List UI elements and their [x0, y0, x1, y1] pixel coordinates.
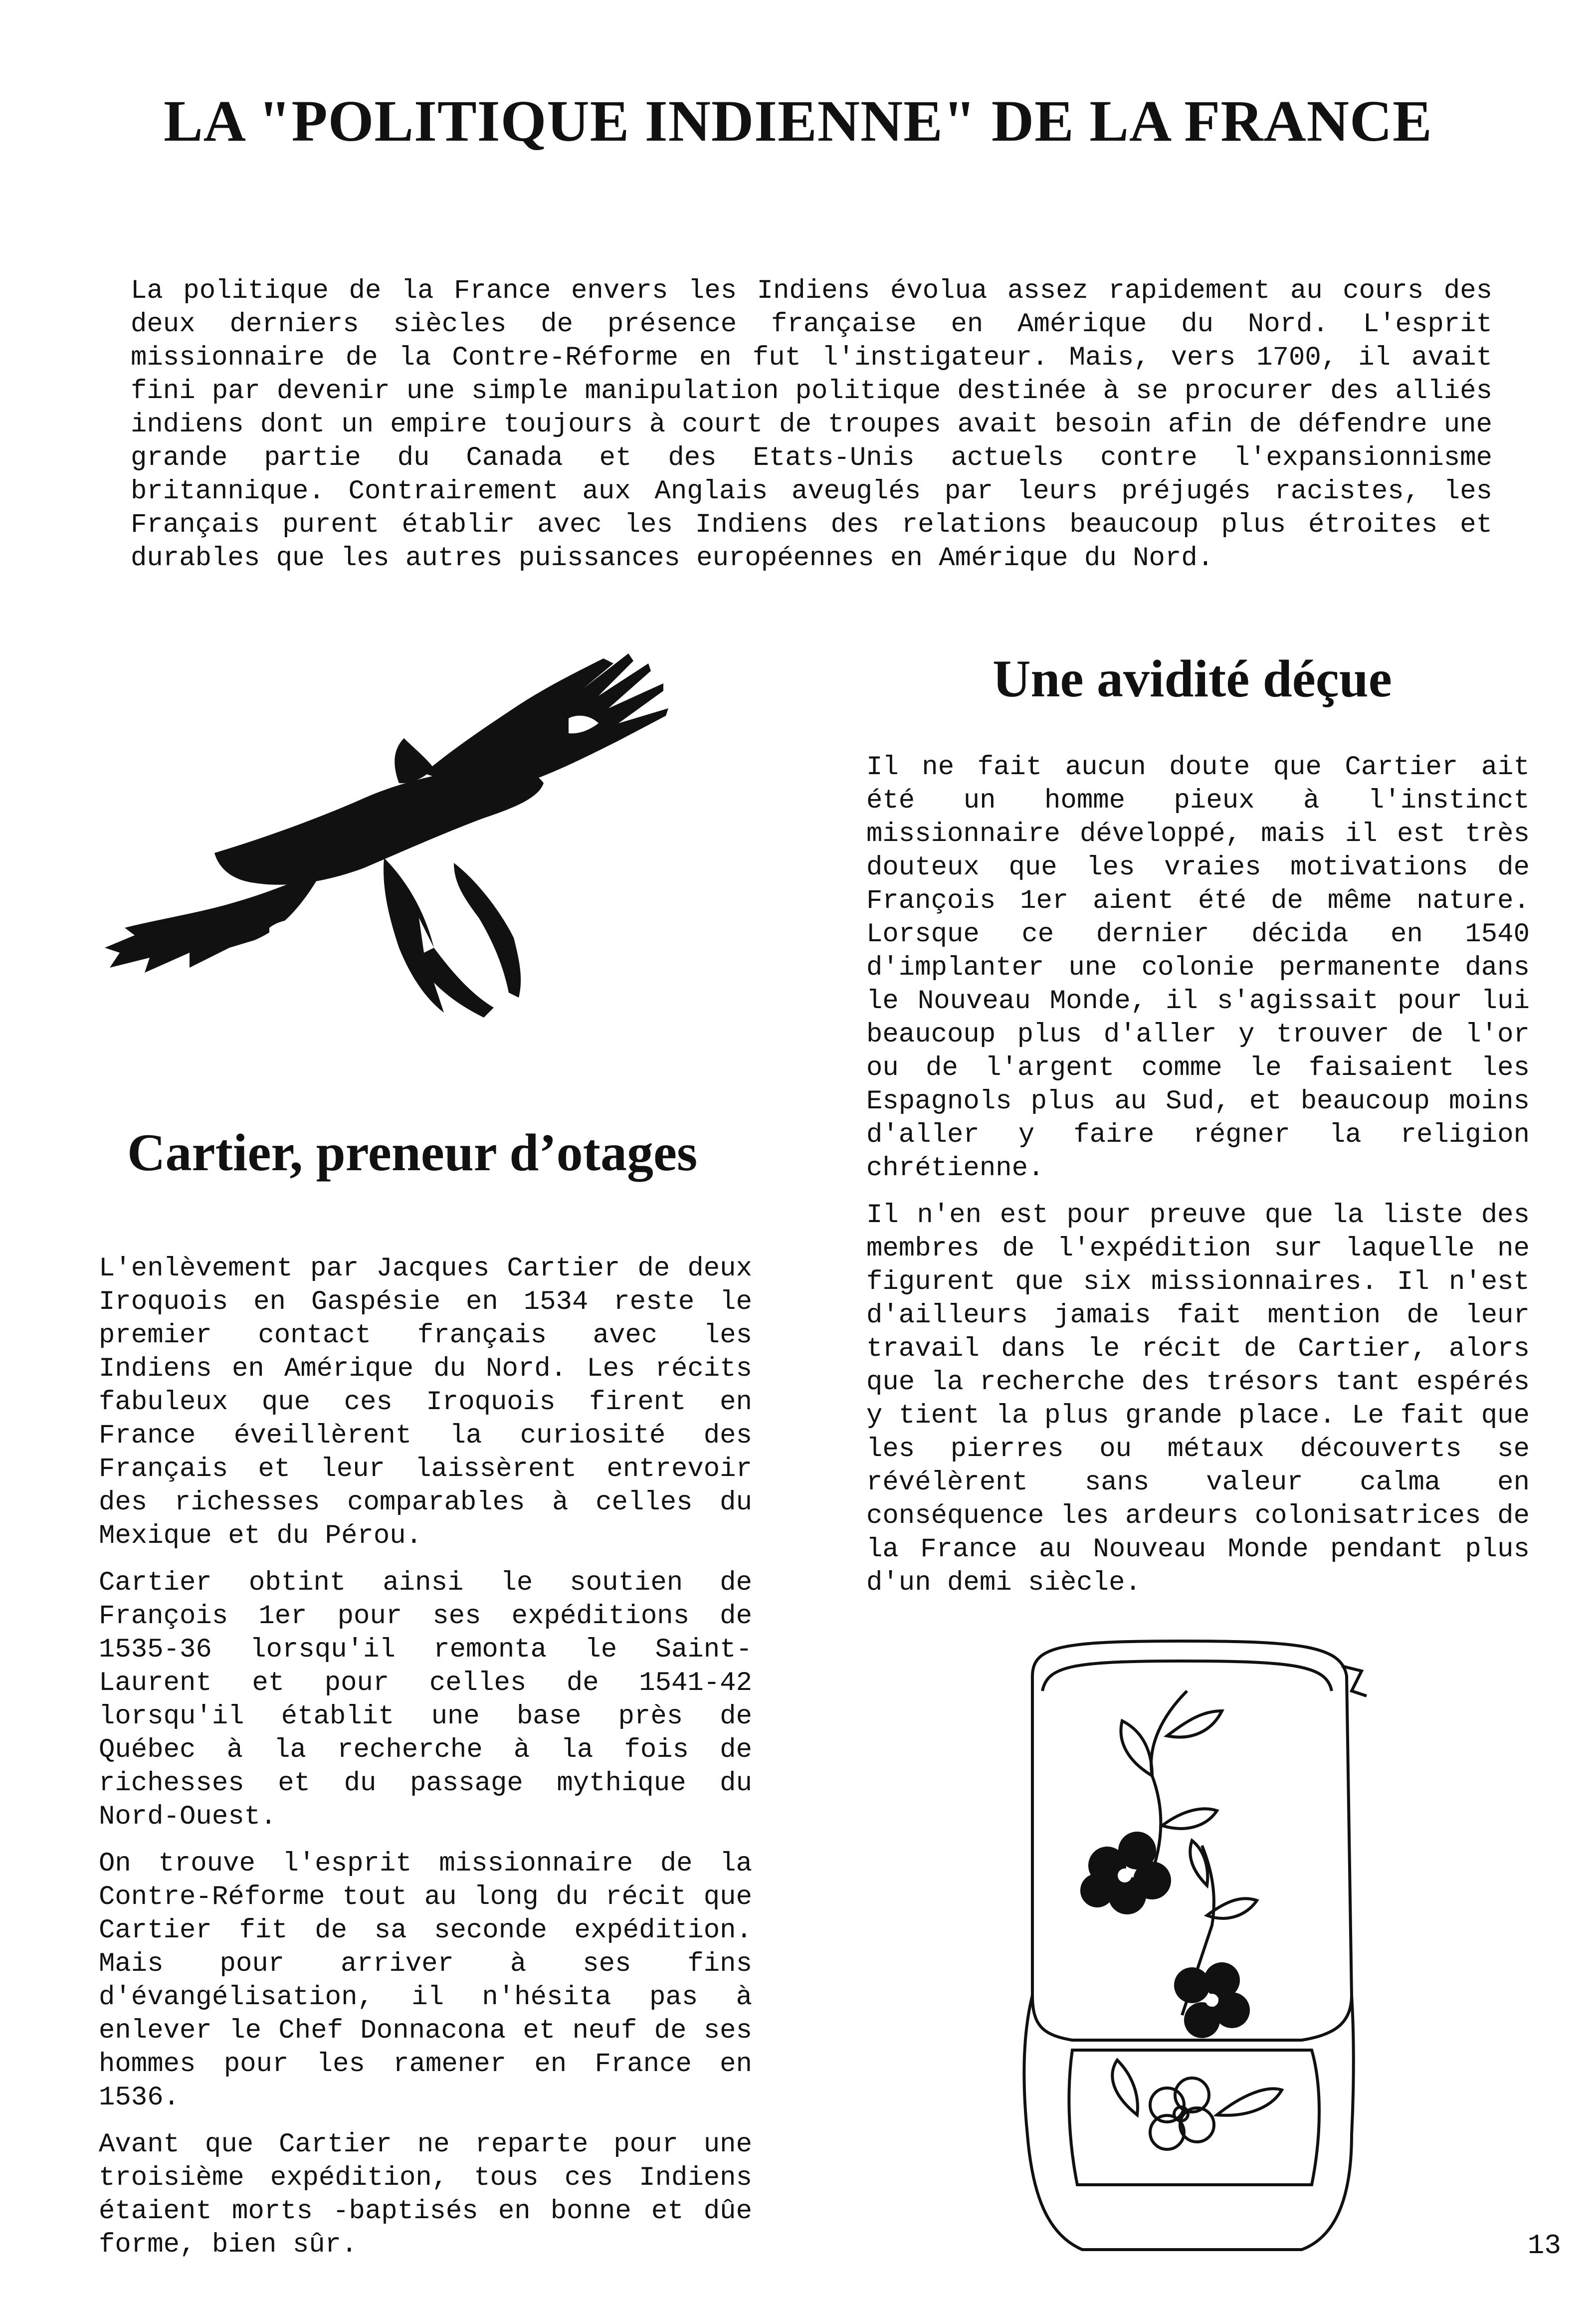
section-heading-cartier: Cartier, preneur d’otages	[127, 1123, 698, 1182]
left-paragraph: Avant que Cartier ne reparte pour une troisième expédition, tous ces Indiens étaient morts -baptisés en bonne et dûe forme, bien sûr.	[99, 2129, 752, 2260]
beaded-pouch-illustration	[1002, 1636, 1372, 2255]
left-paragraph: Cartier obtint ainsi le soutien de François 1er pour ses expéditions de 1535-36 lorsqu'il remonta le Saint-Laurent et pour celles de 1541-42 lorsqu'il établit une base près de Québec à la recherche à la fois de richesses et du passage mythique du Nord-Ouest.	[99, 1568, 752, 1832]
right-paragraph: Il ne fait aucun doute que Cartier ait été un homme pieux à l'instinct missionnaire développé, mais il est très douteux que les vraies motivations de François 1er aient été de même nature. Lorsque ce dernier décida en 1540 d'implanter une colonie permanente dans le Nouveau Monde, il s'agissait pour lui beaucoup plus d'aller y trouver de l'or ou de l'argent comme le faisaient les Espagnols plus au Sud, et beaucoup moins d'aller y faire régner la religion chrétienne.	[866, 752, 1530, 1184]
left-column	[99, 1252, 752, 2275]
page-title: LA "POLITIQUE INDIENNE" DE LA FRANCE	[164, 88, 1432, 154]
section-heading-avidite: Une avidité déçue	[993, 649, 1392, 708]
right-paragraph: Il n'en est pour preuve que la liste des membres de l'expédition sur laquelle ne figurent que six missionnaires. Il n'est d'ailleurs jamais fait mention de leur travail dans le récit de Cartier, alors que la recherche des trésors tant espérés y tient la plus grande place. Le fait que les pierres ou métaux découverts se révélèrent sans valeur calma en conséquence les ardeurs colonisatrices de la France au Nouveau Monde pendant plus d'un demi siècle.	[866, 1200, 1530, 1598]
eagle-illustration	[105, 648, 743, 1038]
left-paragraph: On trouve l'esprit missionnaire de la Contre-Réforme tout au long du récit que Cartier fit de sa seconde expédition. Mais pour arriver à ses fins d'évangélisation, il n'hésita pas à enlever le Chef Donnacona et neuf de ses hommes pour les ramener en France en 1536.	[99, 1849, 752, 2113]
left-paragraph: L'enlèvement par Jacques Cartier de deux Iroquois en Gaspésie en 1534 reste le premier contact français avec les Indiens en Amérique du Nord. Les récits fabuleux que ces Iroquois firent en France éveillèrent la curiosité des Français et leur laissèrent entrevoir des richesses comparables à celles du Mexique et du Pérou.	[99, 1253, 752, 1551]
right-column	[866, 751, 1530, 1613]
intro-paragraph: La politique de la France envers les Indiens évolua assez rapidement au cours des deux derniers siècles de présence française en Amérique du Nord. L'esprit missionnaire de la Contre-Réforme en fut l'instigateur. Mais, vers 1700, il avait fini par devenir une simple manipulation politique destinée à se procurer des alliés indiens dont un empire toujours à court de troupes avait besoin afin de défendre une grande partie du Canada et des Etats-Unis actuels contre l'expansionnisme britannique. Contrairement aux Anglais aveuglés par leurs préjugés racistes, les Français purent établir avec les Indiens des relations beaucoup plus étroites et durables que les autres puissances européennes en Amérique du Nord.	[131, 276, 1492, 574]
page-number: 13	[1527, 2230, 1561, 2262]
